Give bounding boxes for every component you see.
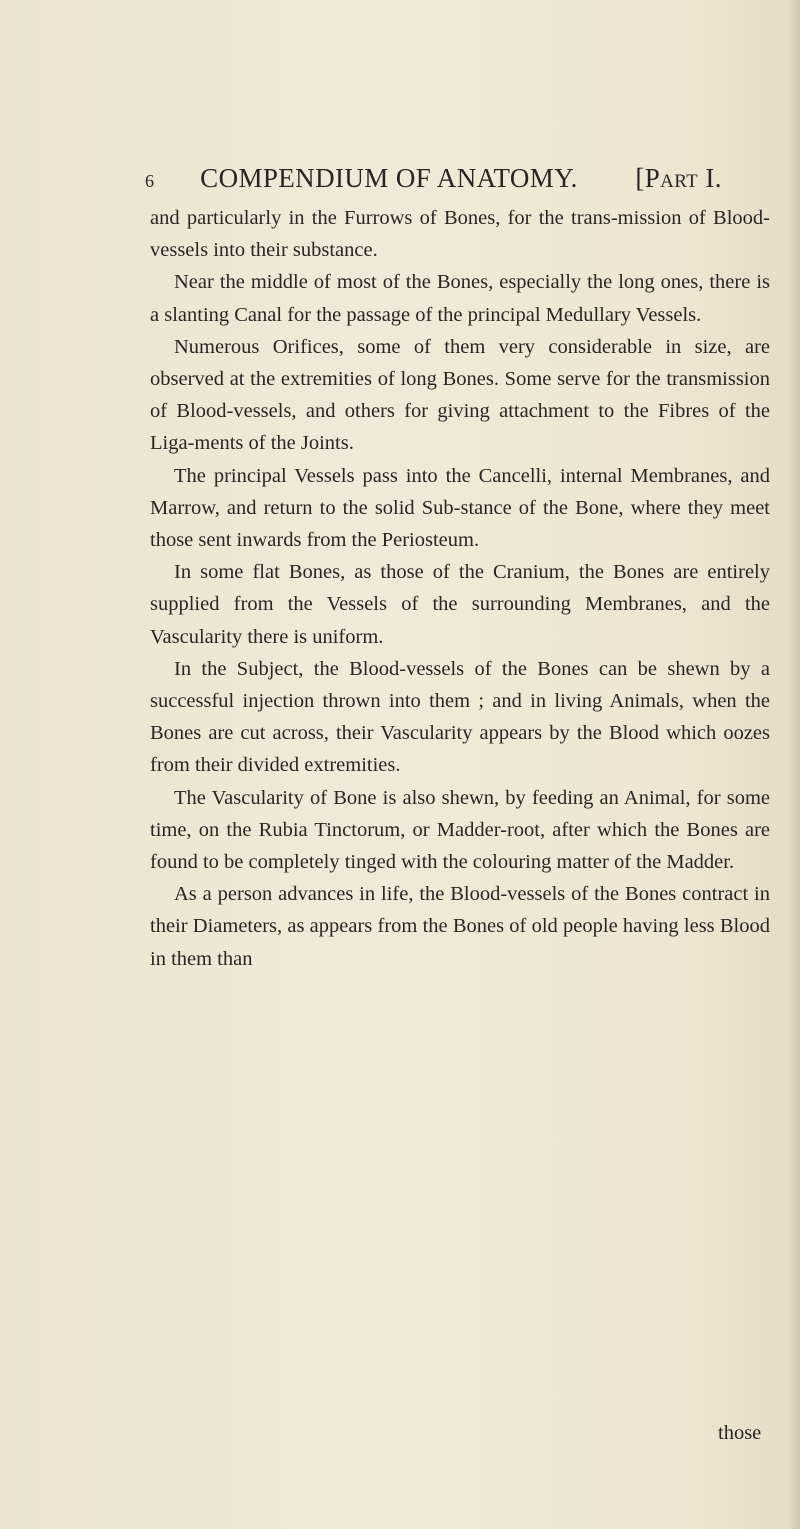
page-edge-shadow [788,0,800,1529]
page-number: 6 [145,171,155,191]
paragraph: and particularly in the Furrows of Bones, for the trans-mission of Blood-vessels into their substance. [150,207,770,262]
paragraph: The Vascularity of Bone is also shewn, by feeding an Animal, for some time, on the Rubia Tinctorum, or Madder-root, after which the Bones are found to be completely tinged with the colouring matter of the Madder. [150,786,770,874]
paragraph: As a person advances in life, the Blood-vessels of the Bones contract in their Diameters, as appears from the Bones of old people having less Blood in them than [150,883,770,970]
part-label: [Part I. [635,163,722,193]
body-text [150,202,770,975]
running-header [145,163,795,194]
paragraph: Numerous Orifices, some of them very considerable in size, are observed at the extremities of long Bones. Some serve for the transmission of Blood-vessels, and others for giving attachment to the Fibres of the Liga-ments of the Joints. [150,335,770,455]
paragraph: In the Subject, the Blood-vessels of the Bones can be shewn by a successful injection thrown into them ; and in living Animals, when the Bones are cut across, their Vascularity appears by the Blood which oozes from their divided extremities. [150,657,770,777]
paragraph: In some flat Bones, as those of the Cranium, the Bones are entirely supplied from the Vessels of the surrounding Membranes, and the Vascularity there is uniform. [150,561,770,648]
paragraph: The principal Vessels pass into the Cancelli, internal Membranes, and Marrow, and return to the solid Sub-stance of the Bone, where they meet those sent inwards from the Periosteum. [150,464,770,552]
catchword: those [718,1422,762,1444]
running-title: COMPENDIUM OF ANATOMY. [200,163,578,193]
paragraph: Near the middle of most of the Bones, especially the long ones, there is a slanting Canal for the passage of the principal Medullary Vessels. [150,271,770,326]
